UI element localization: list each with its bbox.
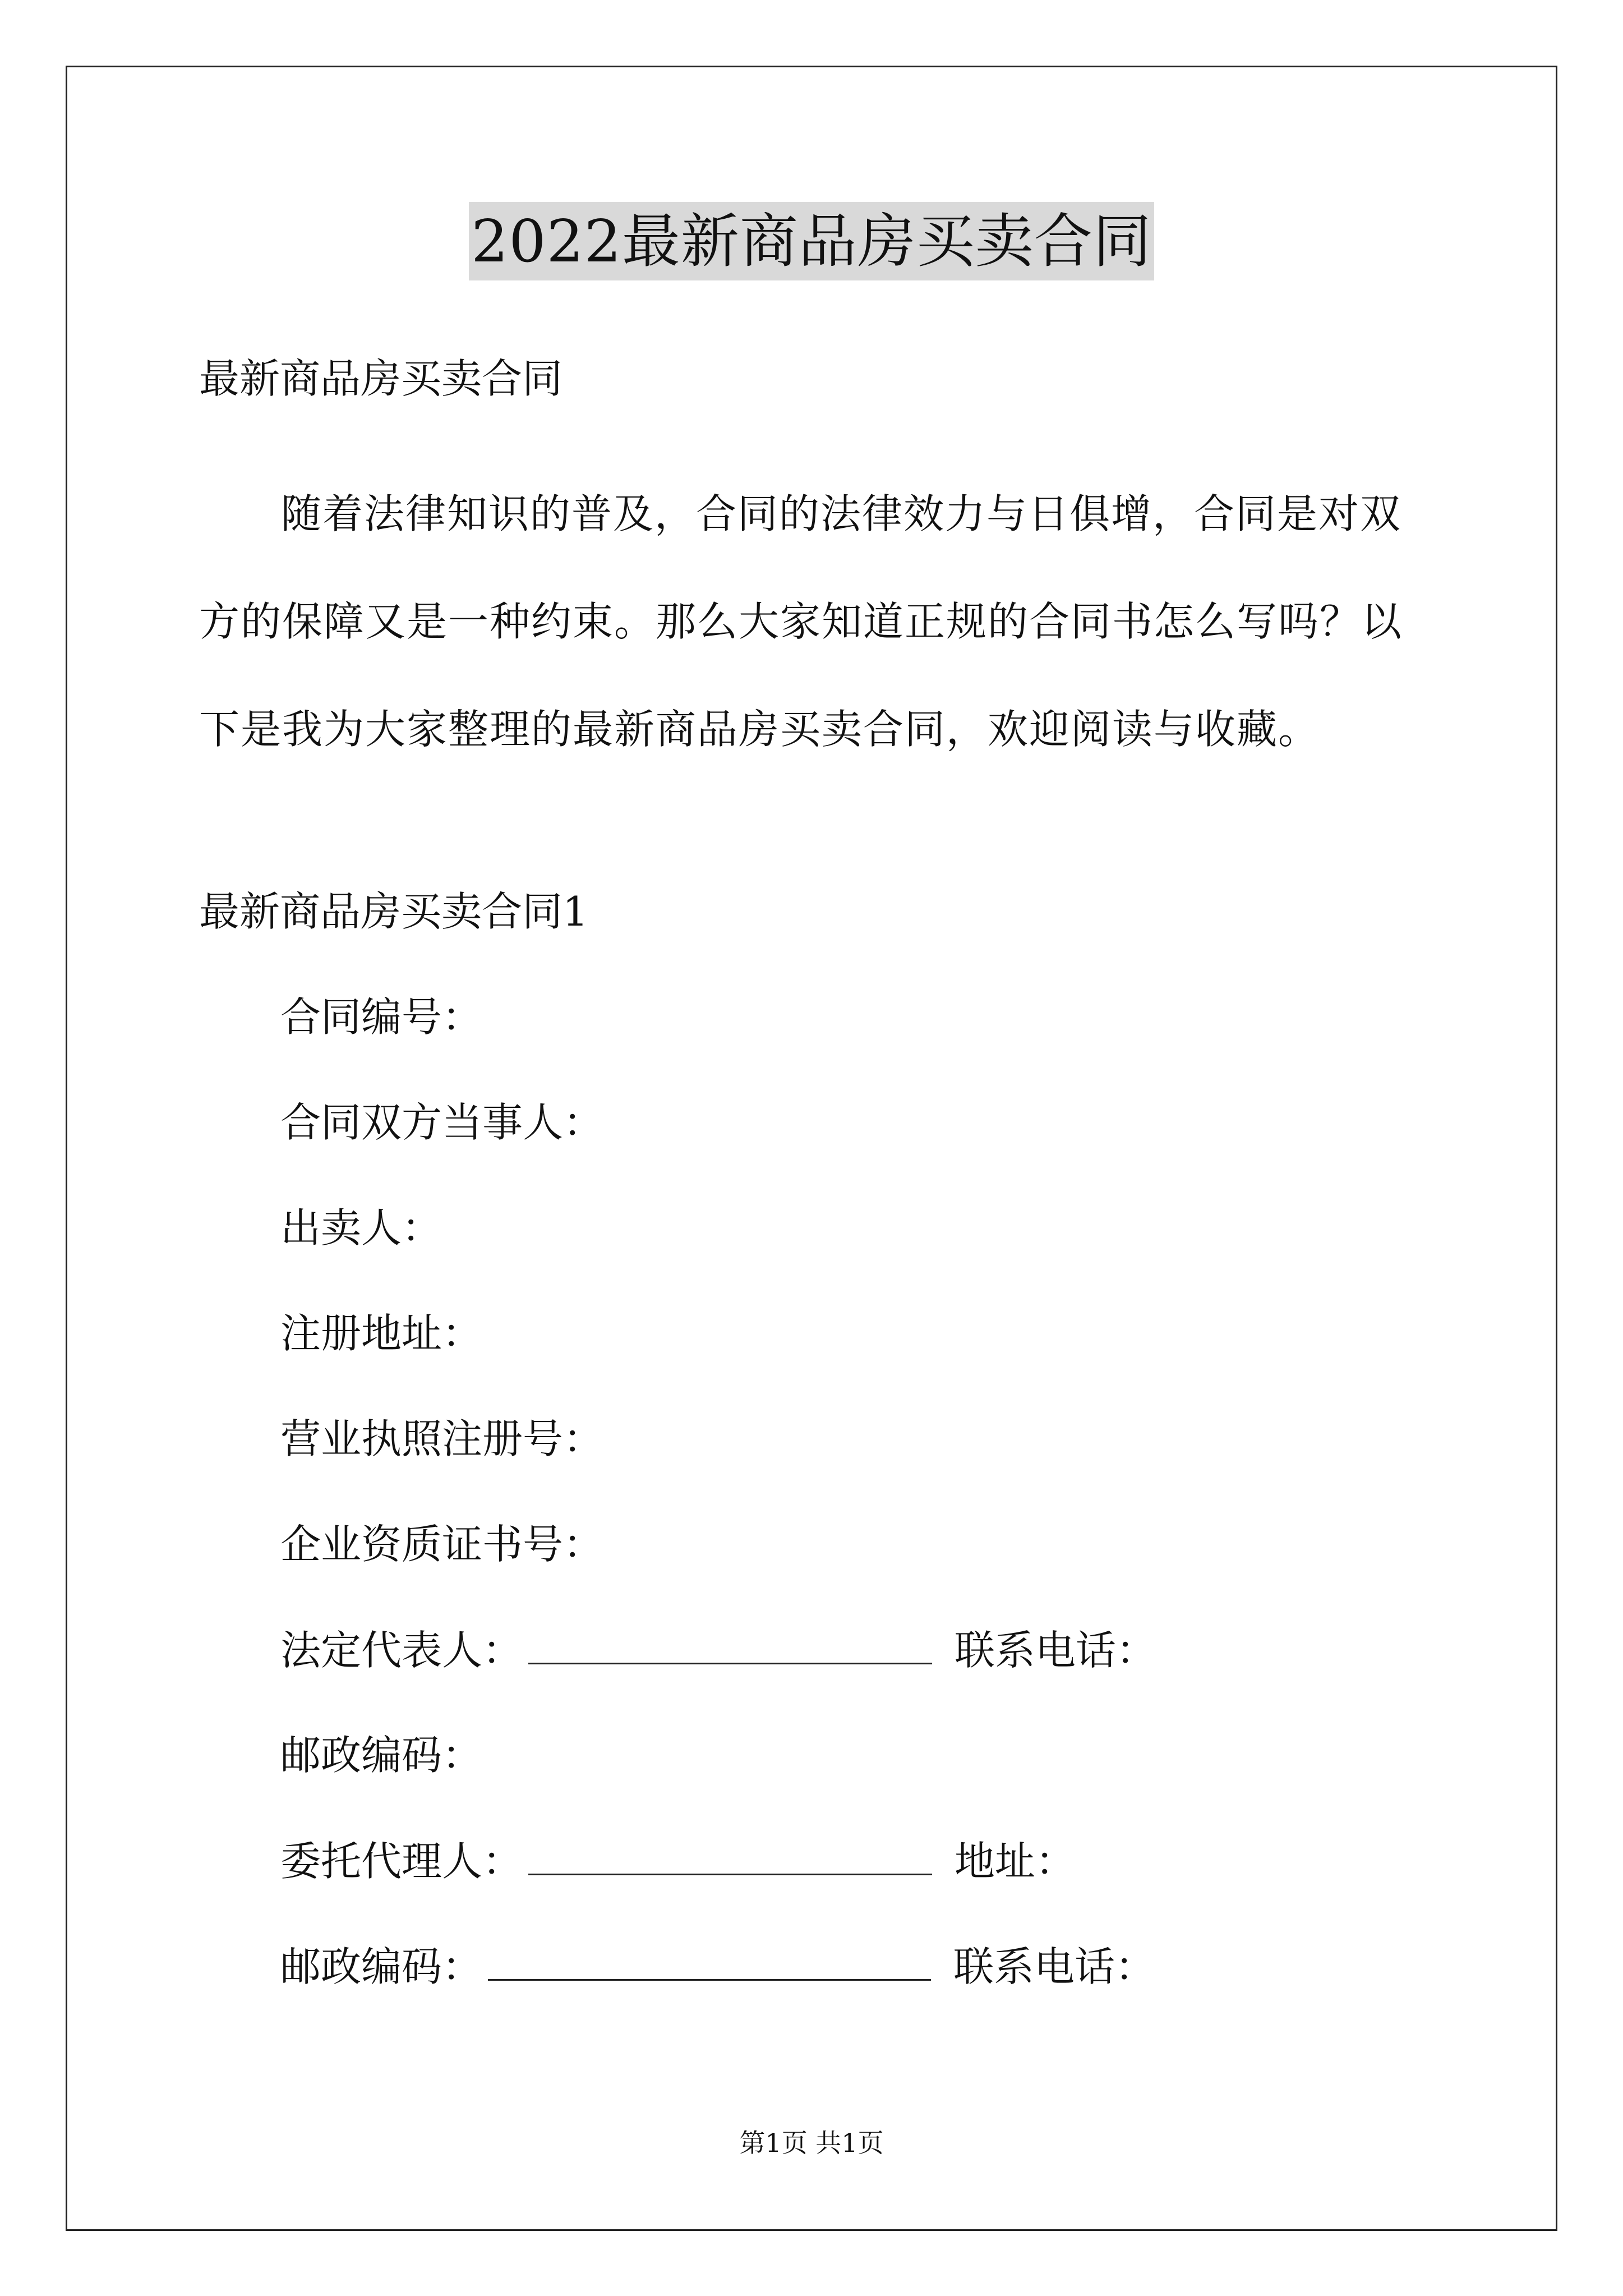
field-postal-code-2: 邮政编码： [280,1943,483,1990]
field-agent-phone: 联系电话： [953,1943,1156,1990]
field-legal-rep: 法定代表人： [280,1627,523,1674]
page-footer: 第1页 共1页 [739,2128,884,2158]
title-container [0,202,1623,280]
field-agent: 委托代理人： [280,1838,523,1885]
field-reg-address: 注册地址： [280,1310,483,1357]
row-agent [280,1835,1076,1887]
postal-code-blank[interactable] [488,1941,931,1981]
document-title: 2022最新商品房买卖合同 [469,202,1154,280]
row-postal-code-2 [280,1941,1155,1992]
field-postal-code-1: 邮政编码： [280,1732,483,1779]
row-legal-rep [280,1625,1156,1676]
field-legal-rep-phone: 联系电话： [955,1627,1157,1674]
legal-rep-blank[interactable] [528,1625,932,1664]
intro-text: 随着法律知识的普及，合同的法律效力与日俱增，合同是对双方的保障又是一种约束。那么大家知道正规的合同书怎么写吗？以下是我为大家整理的最新商品房买卖合同，欢迎阅读与收藏。 [199,490,1403,753]
field-seller: 出卖人： [280,1204,442,1251]
field-parties: 合同双方当事人： [280,1099,604,1146]
document-subtitle: 最新商品房买卖合同 [199,355,563,402]
field-qualification-no: 企业资质证书号： [280,1521,604,1568]
intro-paragraph [199,460,1433,783]
field-license-no: 营业执照注册号： [280,1415,604,1462]
agent-blank[interactable] [528,1835,932,1875]
section-heading: 最新商品房买卖合同1 [199,888,588,935]
field-contract-no: 合同编号： [280,993,483,1041]
field-agent-address: 地址： [955,1838,1076,1885]
